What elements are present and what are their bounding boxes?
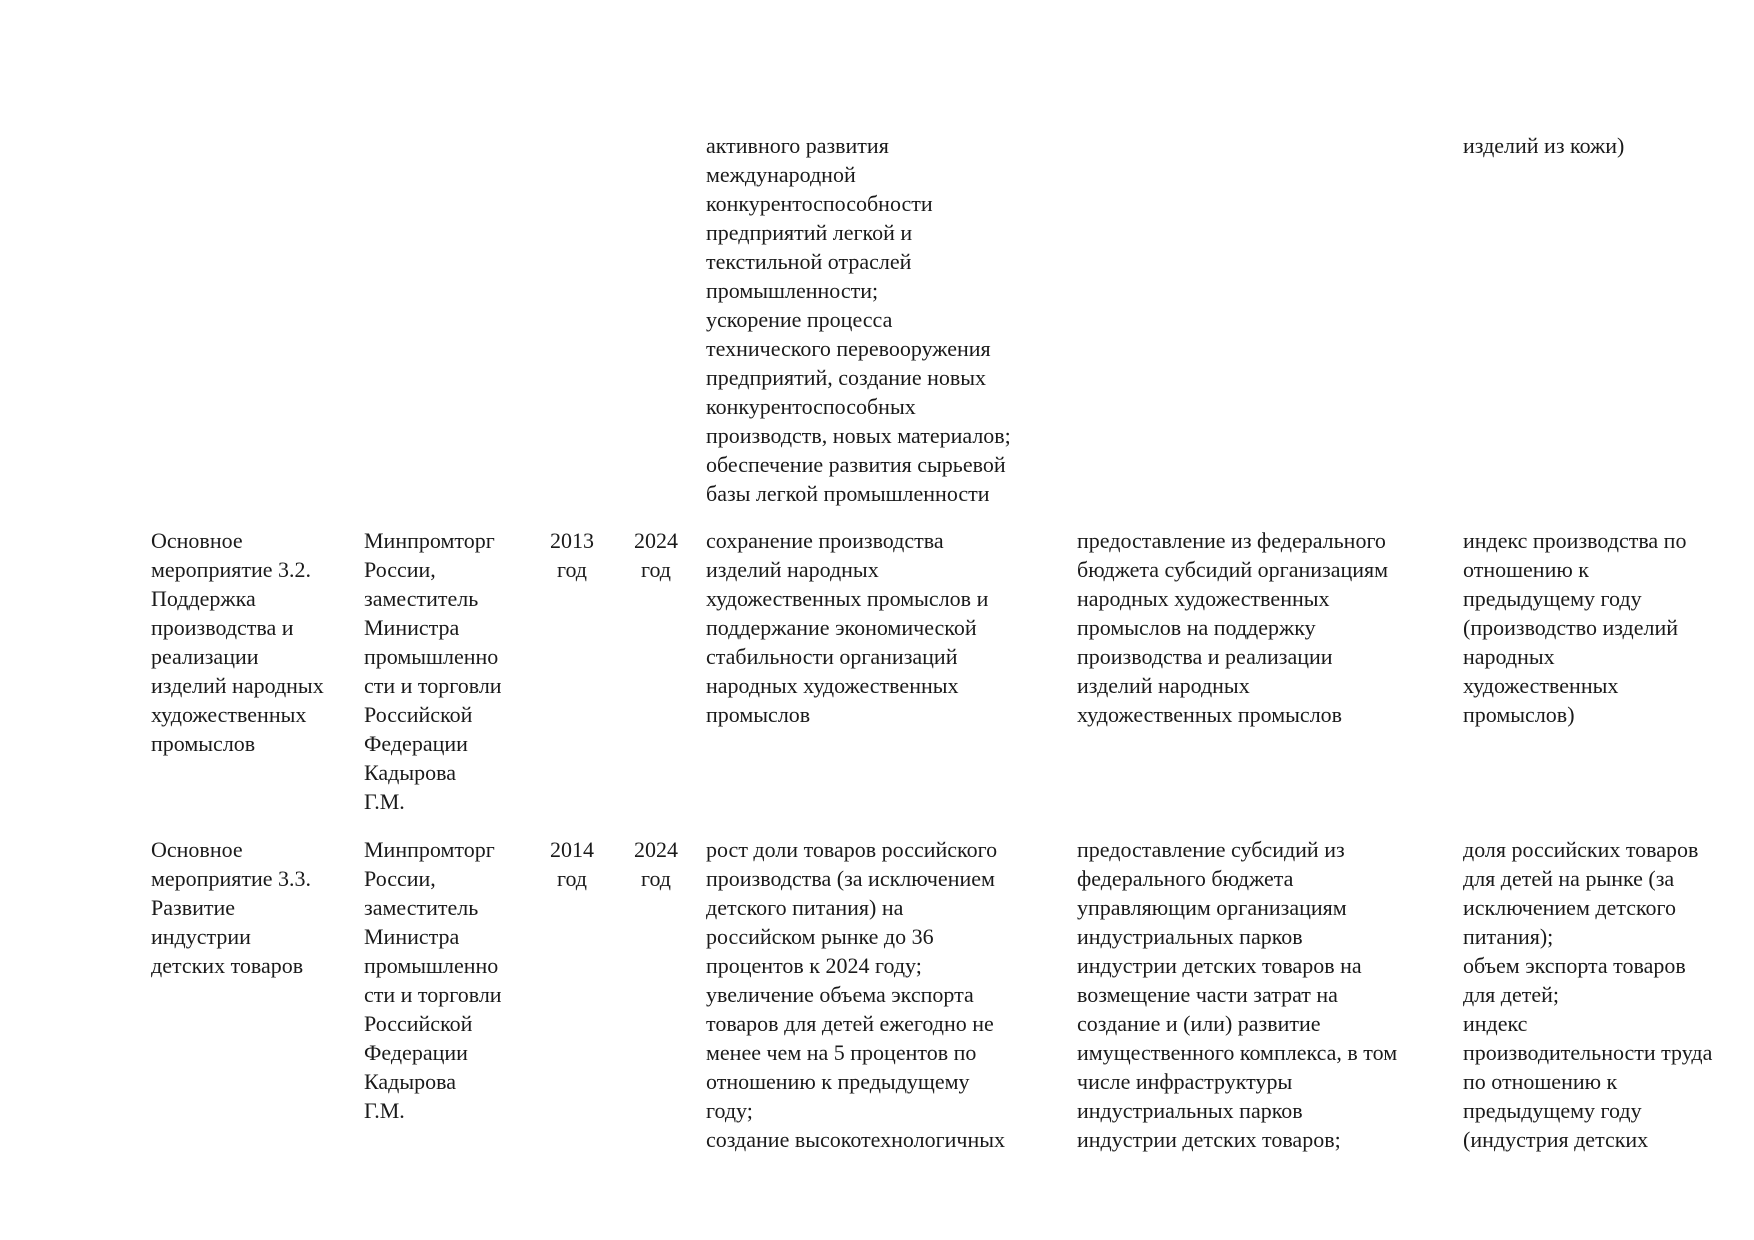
start-year-cell: 2013 год xyxy=(550,528,594,582)
end-year-cell: 2024 год xyxy=(634,528,678,582)
responsible-cell: Минпромторг России, заместитель Министра промышленно сти и торговли Российской Федерации Кадырова Г.М. xyxy=(364,528,502,814)
start-year-cell: 2014 год xyxy=(550,837,594,891)
mechanism-cell: предоставление субсидий из федерального бюджета управляющим организациям индустриальных парков индустрии детских товаров на возмещение части затрат на создание и (или) развитие имущественного комплекса, в том числе инфраструктуры индустриальных парков индустрии детских товаров; xyxy=(1077,837,1398,1152)
mechanism-cell: предоставление из федерального бюджета субсидий организациям народных художественных промыслов на поддержку производства и реализации изделий народных художественных промыслов xyxy=(1077,528,1389,727)
measure-name-cell: Основное мероприятие 3.2. Поддержка производства и реализации изделий народных художественных промыслов xyxy=(151,528,324,756)
expected-results-cell: активного развития международной конкурентоспособности предприятий легкой и текстильной отраслей промышленности; ускорение процесса технического перевооружения предприятий, создание новых конкурентоспособных производств, новых материалов; обеспечение развития сырьевой базы легкой промышленности xyxy=(706,133,1011,506)
table-row xyxy=(0,131,1754,511)
measure-name-cell: Основное мероприятие 3.3. Развитие индустрии детских товаров xyxy=(151,837,312,978)
indicators-cell: изделий из кожи) xyxy=(1463,133,1625,158)
indicators-cell: индекс производства по отношению к предыдущему году (производство изделий народных художественных промыслов) xyxy=(1463,528,1687,727)
end-year-cell: 2024 год xyxy=(634,837,678,891)
expected-results-cell: рост доли товаров российского производства (за исключением детского питания) на российском рынке до 36 процентов к 2024 году; увеличение объема экспорта товаров для детей ежегодно не менее чем на 5 процентов по отношению к предыдущему году; создание высокотехнологичных xyxy=(706,837,1006,1152)
table-row xyxy=(0,526,1754,826)
indicators-cell: доля российских товаров для детей на рынке (за исключением детского питания); объем экспорта товаров для детей; индекс производительности труда по отношению к предыдущему году (индустрия детских xyxy=(1463,837,1713,1152)
responsible-cell: Минпромторг России, заместитель Министра промышленно сти и торговли Российской Федерации Кадырова Г.М. xyxy=(364,837,502,1123)
expected-results-cell: сохранение производства изделий народных художественных промыслов и поддержание экономической стабильности организаций народных художественных промыслов xyxy=(706,528,989,727)
table-row xyxy=(0,835,1754,1165)
